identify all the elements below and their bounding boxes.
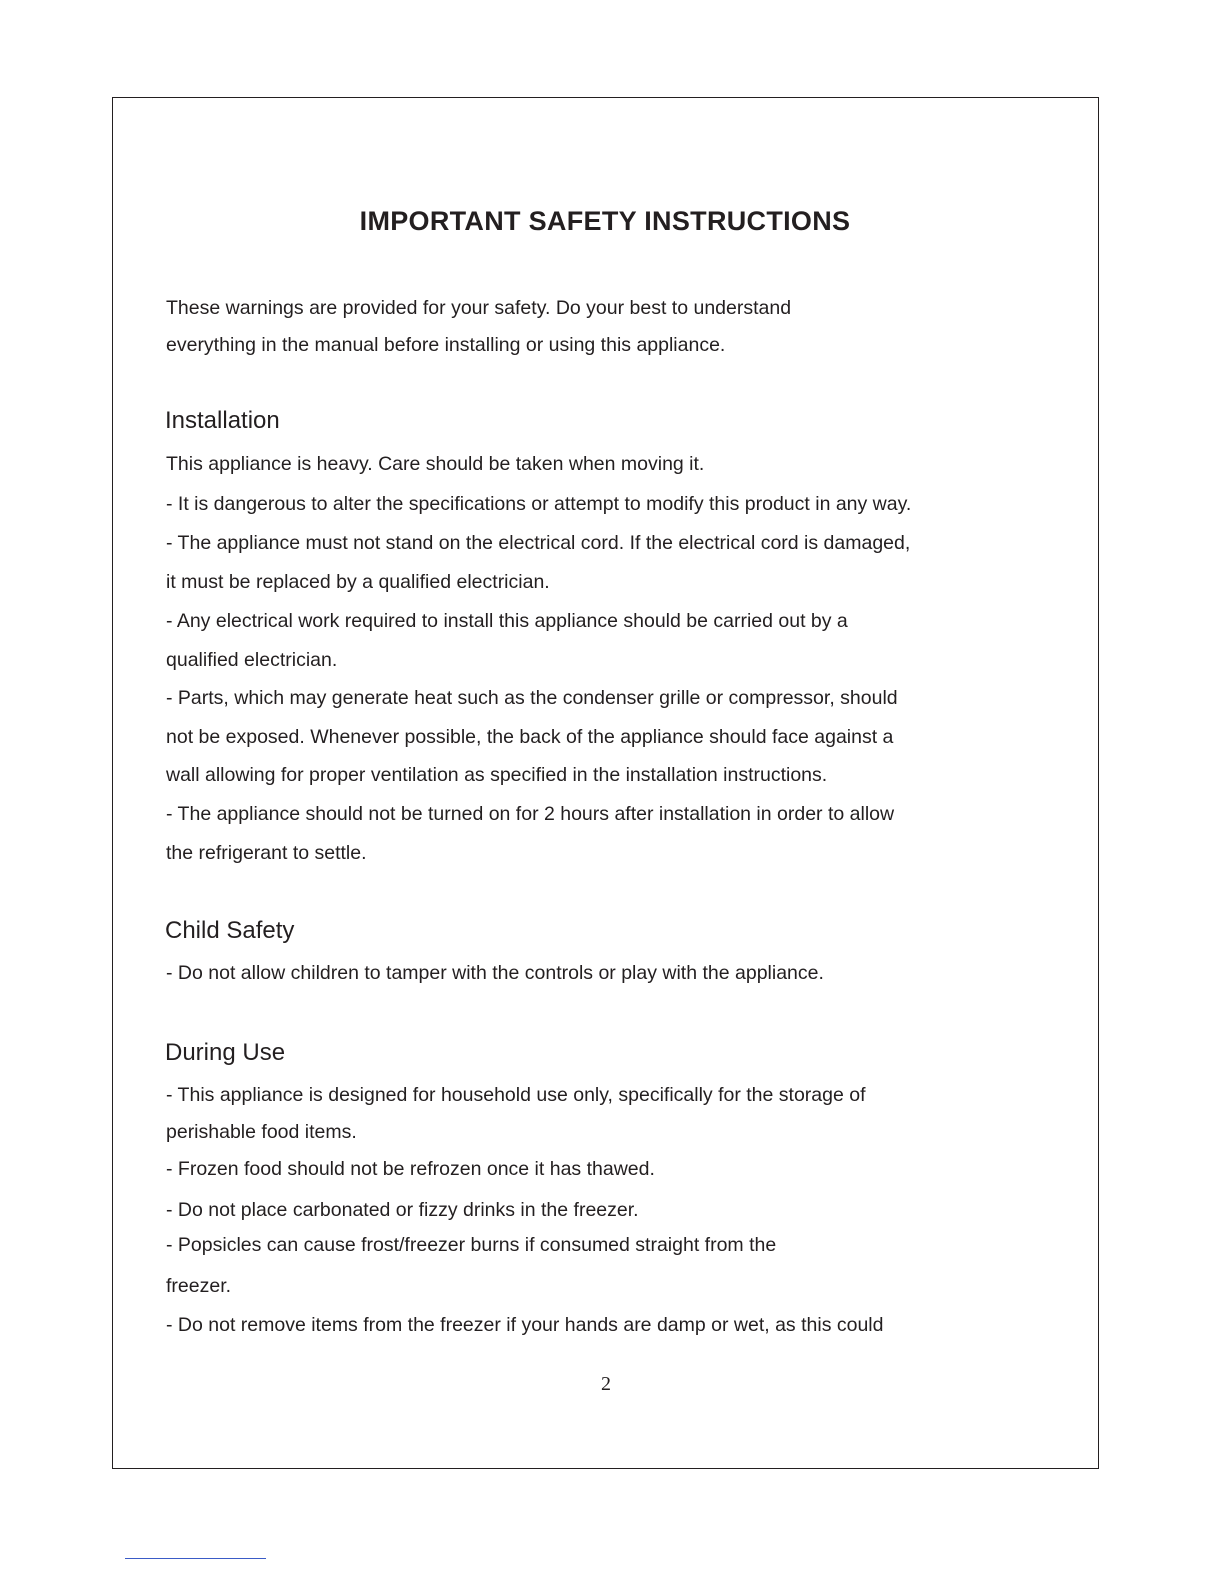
installation-line: wall allowing for proper ventilation as specified in the installation instructions. [166, 764, 828, 786]
during-use-line: perishable food items. [166, 1121, 357, 1143]
during-use-line: - Popsicles can cause frost/freezer burns if consumed straight from the [166, 1234, 777, 1256]
page-number: 2 [601, 1373, 611, 1395]
installation-line: - It is dangerous to alter the specifications or attempt to modify this product in any way. [166, 493, 912, 515]
during-use-line: - Do not remove items from the freezer if your hands are damp or wet, as this could [166, 1314, 884, 1336]
installation-line: it must be replaced by a qualified electrician. [166, 571, 550, 593]
installation-line: - The appliance should not be turned on for 2 hours after installation in order to allow [166, 803, 895, 825]
during-use-line: - This appliance is designed for household use only, specifically for the storage of [166, 1084, 866, 1106]
during-use-line: freezer. [166, 1275, 232, 1297]
during-use-line: - Frozen food should not be refrozen once it has thawed. [166, 1158, 655, 1180]
installation-line: the refrigerant to settle. [166, 842, 367, 864]
page-title: IMPORTANT SAFETY INSTRUCTIONS [359, 206, 851, 236]
installation-line: qualified electrician. [166, 649, 338, 671]
intro-line: everything in the manual before installing or using this appliance. [166, 334, 726, 356]
intro-line: These warnings are provided for your safety. Do your best to understand [166, 297, 792, 319]
child-safety-heading: Child Safety [165, 917, 295, 944]
installation-line: This appliance is heavy. Care should be taken when moving it. [166, 453, 705, 475]
installation-line: - Parts, which may generate heat such as the condenser grille or compressor, should [166, 687, 898, 709]
installation-heading: Installation [165, 407, 280, 434]
child-safety-line: - Do not allow children to tamper with the controls or play with the appliance. [166, 962, 824, 984]
installation-line: not be exposed. Whenever possible, the back of the appliance should face against a [166, 726, 894, 748]
installation-line: - The appliance must not stand on the electrical cord. If the electrical cord is damaged, [166, 532, 911, 554]
footnote-divider [125, 1558, 266, 1559]
during-use-line: - Do not place carbonated or fizzy drinks in the freezer. [166, 1199, 639, 1221]
during-use-heading: During Use [165, 1039, 286, 1066]
installation-line: - Any electrical work required to install this appliance should be carried out by a [166, 610, 848, 632]
